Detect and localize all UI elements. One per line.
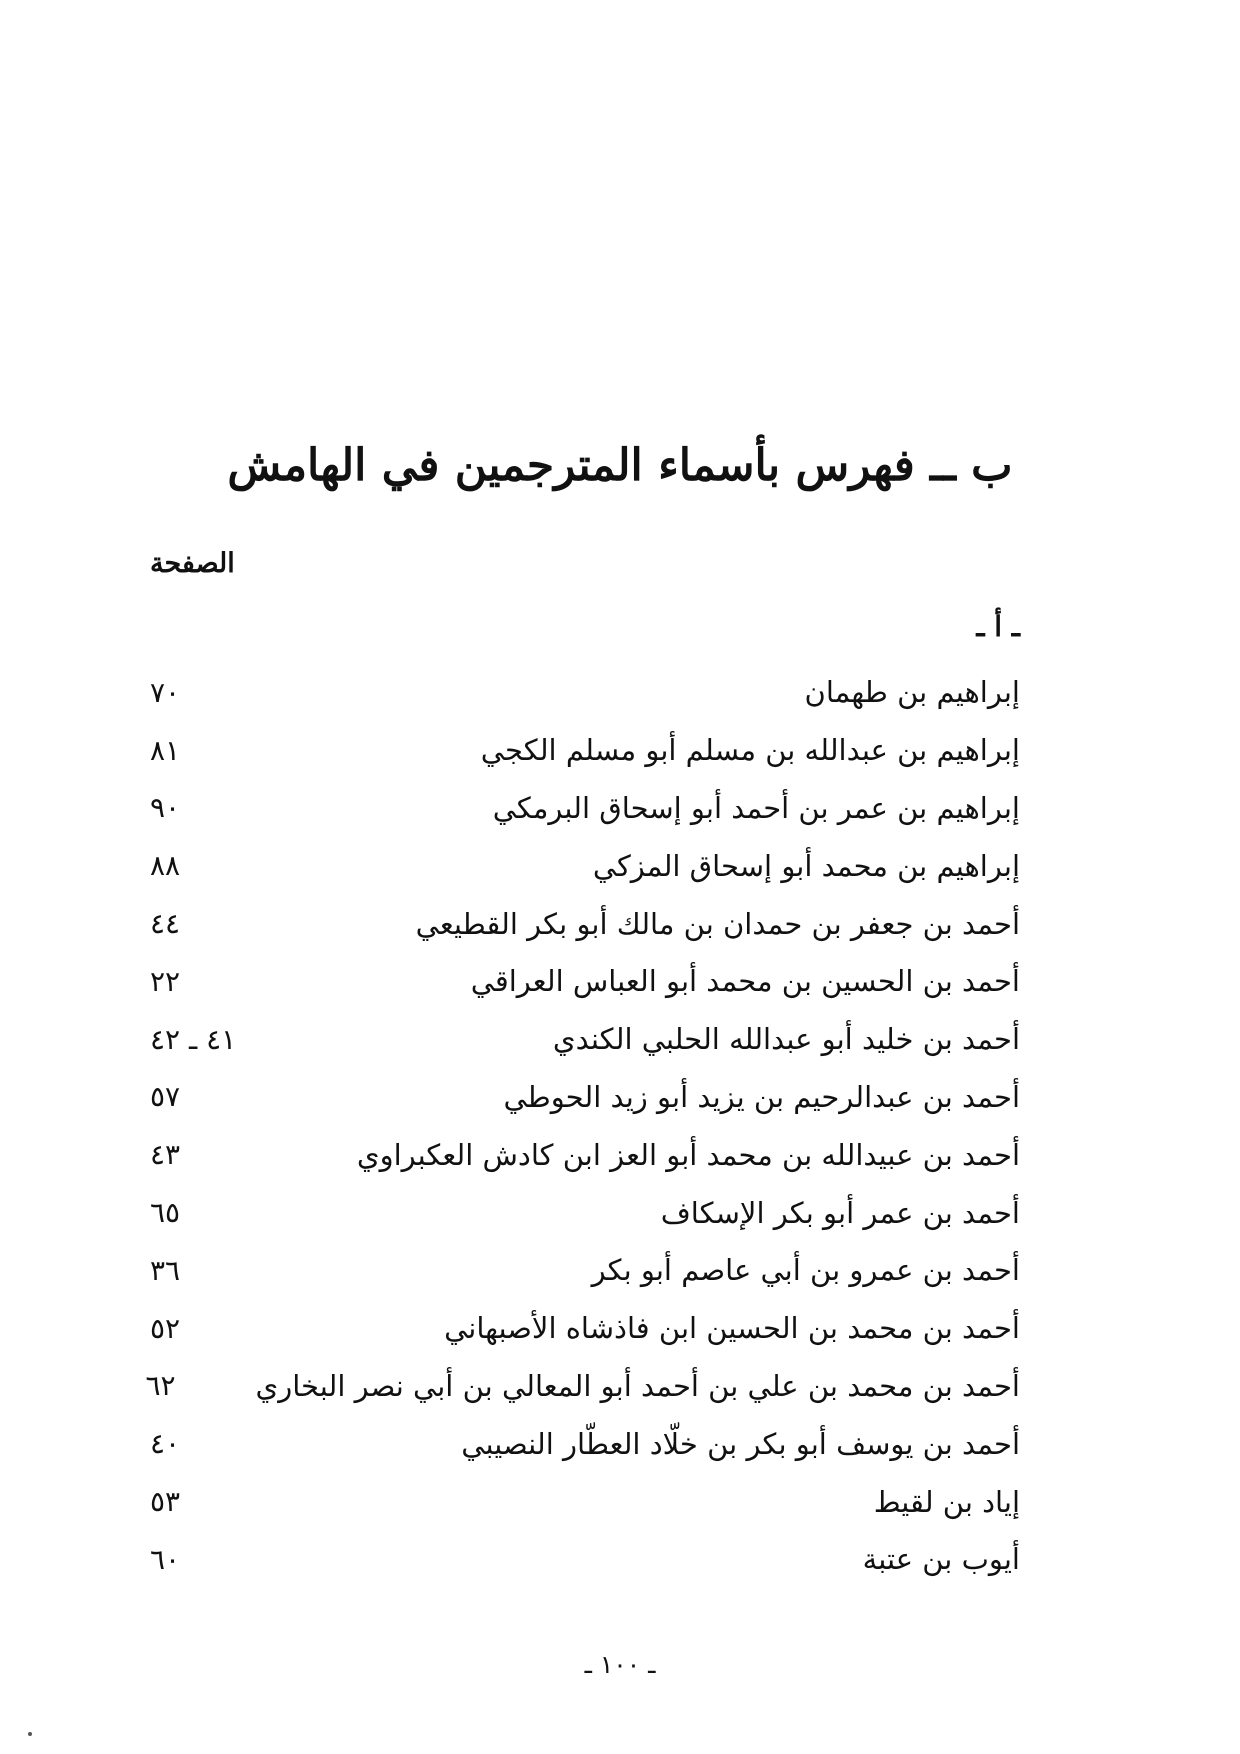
index-entry xyxy=(150,1473,1020,1531)
entry-name: أحمد بن عمرو بن أبي عاصم أبو بكر xyxy=(591,1253,1020,1288)
entry-name: إبراهيم بن محمد أبو إسحاق المزكي xyxy=(592,848,1020,883)
index-entry xyxy=(150,1011,1020,1069)
entry-name: أحمد بن الحسين بن محمد أبو العباس العراقي xyxy=(470,964,1020,999)
entry-name: أحمد بن محمد بن علي بن أحمد أبو المعالي بن أبي نصر البخاري xyxy=(255,1368,1020,1403)
section-letter-alif: ـ أ ـ xyxy=(976,610,1020,643)
entry-page: ٤٤ xyxy=(150,907,181,941)
index-entry xyxy=(150,1184,1020,1242)
entry-name: أحمد بن عبيدالله بن محمد أبو العز ابن كادش العكبراوي xyxy=(356,1137,1020,1172)
entry-page: ٦٥ xyxy=(150,1196,181,1230)
entry-page: ٥٧ xyxy=(150,1080,181,1114)
index-entry xyxy=(150,722,1020,780)
index-entry xyxy=(150,1126,1020,1184)
entry-page: ٤٠ xyxy=(150,1427,181,1461)
index-entry xyxy=(150,1242,1020,1300)
index-entry xyxy=(145,1358,1020,1416)
index-entry xyxy=(150,1069,1020,1127)
entry-name: أحمد بن جعفر بن حمدان بن مالك أبو بكر القطيعي xyxy=(415,906,1020,941)
entry-page: ٨٨ xyxy=(150,849,181,883)
entry-page: ٤١ ـ ٤٢ xyxy=(150,1022,237,1056)
index-entries-list xyxy=(145,664,1020,1589)
entry-page: ٢٢ xyxy=(150,964,181,998)
entry-name: إبراهيم بن طهمان xyxy=(804,675,1020,710)
entry-page: ٨١ xyxy=(150,733,181,767)
index-entry xyxy=(150,837,1020,895)
entry-page: ٤٣ xyxy=(150,1138,181,1172)
entry-name: إبراهيم بن عمر بن أحمد أبو إسحاق البرمكي xyxy=(492,790,1020,825)
entry-page: ٥٣ xyxy=(150,1485,181,1519)
index-entry xyxy=(150,780,1020,838)
index-entry xyxy=(150,1300,1020,1358)
index-entry xyxy=(150,953,1020,1011)
entry-page: ٦٢ xyxy=(145,1369,176,1403)
entry-page: ٧٠ xyxy=(150,675,181,709)
page-number: ـ ١٠٠ ـ xyxy=(584,1650,656,1679)
entry-name: أحمد بن عمر أبو بكر الإسكاف xyxy=(660,1195,1020,1230)
entry-name: أيوب بن عتبة xyxy=(862,1542,1020,1577)
index-entry xyxy=(150,664,1020,722)
entry-name: إياد بن لقيط xyxy=(873,1484,1020,1519)
index-title: ب ــ فهرس بأسماء المترجمين في الهامش xyxy=(227,440,1013,491)
entry-name: أحمد بن يوسف أبو بكر بن خلّاد العطّار النصيبي xyxy=(461,1426,1020,1461)
entry-name: أحمد بن خليد أبو عبدالله الحلبي الكندي xyxy=(552,1022,1020,1057)
entry-name: أحمد بن عبدالرحيم بن يزيد أبو زيد الحوطي xyxy=(503,1079,1020,1114)
entry-page: ٦٠ xyxy=(150,1542,181,1576)
page-column-header: الصفحة xyxy=(150,548,235,579)
entry-name: إبراهيم بن عبدالله بن مسلم أبو مسلم الكجي xyxy=(480,733,1020,768)
index-entry xyxy=(150,895,1020,953)
entry-name: أحمد بن محمد بن الحسين ابن فاذشاه الأصبهاني xyxy=(444,1311,1020,1346)
entry-page: ٥٢ xyxy=(150,1311,181,1345)
entry-page: ٣٦ xyxy=(150,1253,181,1287)
entry-page: ٩٠ xyxy=(150,791,181,825)
index-entry xyxy=(150,1415,1020,1473)
index-entry xyxy=(150,1531,1020,1589)
scan-speck xyxy=(28,1732,32,1736)
